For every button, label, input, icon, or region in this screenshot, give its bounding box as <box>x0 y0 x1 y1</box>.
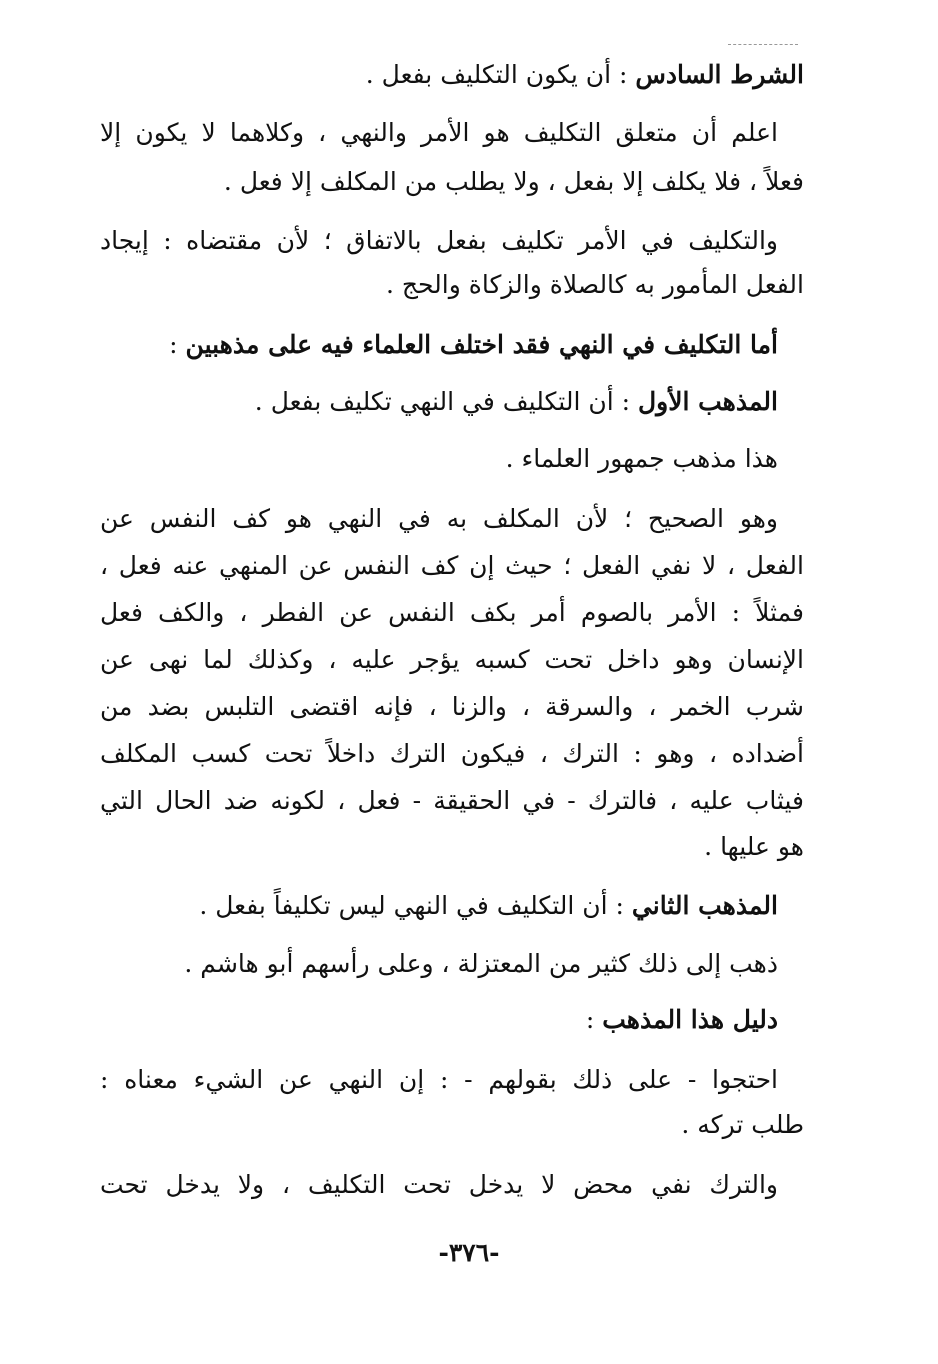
paragraph-line: والترك نفي محض لا يدخل تحت التكليف ، ولا يدخل تحت <box>100 1170 778 1199</box>
paragraph-line: الفعل المأمور به كالصلاة والزكاة والحج . <box>386 270 804 299</box>
first-school-line <box>255 385 778 419</box>
paragraph-line: فيثاب عليه ، فالترك - في الحقيقة - فعل ، لكونه ضد الحال التي <box>100 786 804 815</box>
paragraph-line: هذا مذهب جمهور العلماء . <box>505 444 778 473</box>
second-school-label: المذهب الثاني <box>631 891 778 920</box>
condition-six-label: الشرط السادس <box>635 60 804 89</box>
paragraph-line: احتجوا - على ذلك بقولهم - : إن النهي عن الشيء معناه : <box>100 1065 778 1094</box>
second-school-line <box>199 889 778 923</box>
two-schools-colon: : <box>169 330 186 359</box>
paragraph-line: فمثلاً : الأمر بالصوم أمر بكف النفس عن الفطر ، والكف فعل <box>100 598 804 627</box>
paragraph-line: هو عليها . <box>704 832 804 861</box>
paragraph-line: شرب الخمر ، والسرقة ، والزنا ، فإنه اقتضى التلبس بضد من <box>100 692 804 721</box>
evidence-label: دليل هذا المذهب <box>602 1005 778 1034</box>
evidence-heading <box>586 1003 778 1037</box>
two-schools-heading <box>169 328 778 362</box>
paragraph-line: اعلم أن متعلق التكليف هو الأمر والنهي ، وكلاهما لا يكون إلا <box>100 118 778 147</box>
paragraph-line: فعلاً ، فلا يكلف إلا بفعل ، ولا يطلب من المكلف إلا فعل . <box>223 167 804 196</box>
page-number: -٣٧٦- <box>438 1238 500 1267</box>
condition-six-text: : أن يكون التكليف بفعل . <box>365 60 636 89</box>
paragraph-line: الفعل ، لا نفي الفعل ؛ حيث إن كف النفس عن المنهي عنه فعل ، <box>100 551 804 580</box>
evidence-colon: : <box>585 1005 603 1034</box>
paragraph-line: أضداده ، وهو : الترك ، فيكون الترك داخلاً تحت كسب المكلف <box>100 739 804 768</box>
first-school-label: المذهب الأول <box>637 387 778 416</box>
paragraph-line: والتكليف في الأمر تكليف بفعل بالاتفاق ؛ لأن مقتضاه : إيجاد <box>100 226 778 255</box>
top-divider <box>728 44 798 45</box>
condition-six-line <box>366 58 804 92</box>
paragraph-line: وهو الصحيح ؛ لأن المكلف به في النهي هو كف النفس عن <box>100 504 778 533</box>
first-school-text: : أن التكليف في النهي تكليف بفعل . <box>254 387 638 416</box>
second-school-text: : أن التكليف في النهي ليس تكليفاً بفعل . <box>199 891 632 920</box>
paragraph-line: طلب تركه . <box>681 1110 804 1139</box>
two-schools-label: أما التكليف في النهي فقد اختلف العلماء فيه على مذهبين <box>185 330 778 359</box>
paragraph-line: ذهب إلى ذلك كثير من المعتزلة ، وعلى رأسهم أبو هاشم . <box>184 949 778 978</box>
paragraph-line: الإنسان وهو داخل تحت كسبه يؤجر عليه ، وكذلك لما نهى عن <box>100 645 804 674</box>
